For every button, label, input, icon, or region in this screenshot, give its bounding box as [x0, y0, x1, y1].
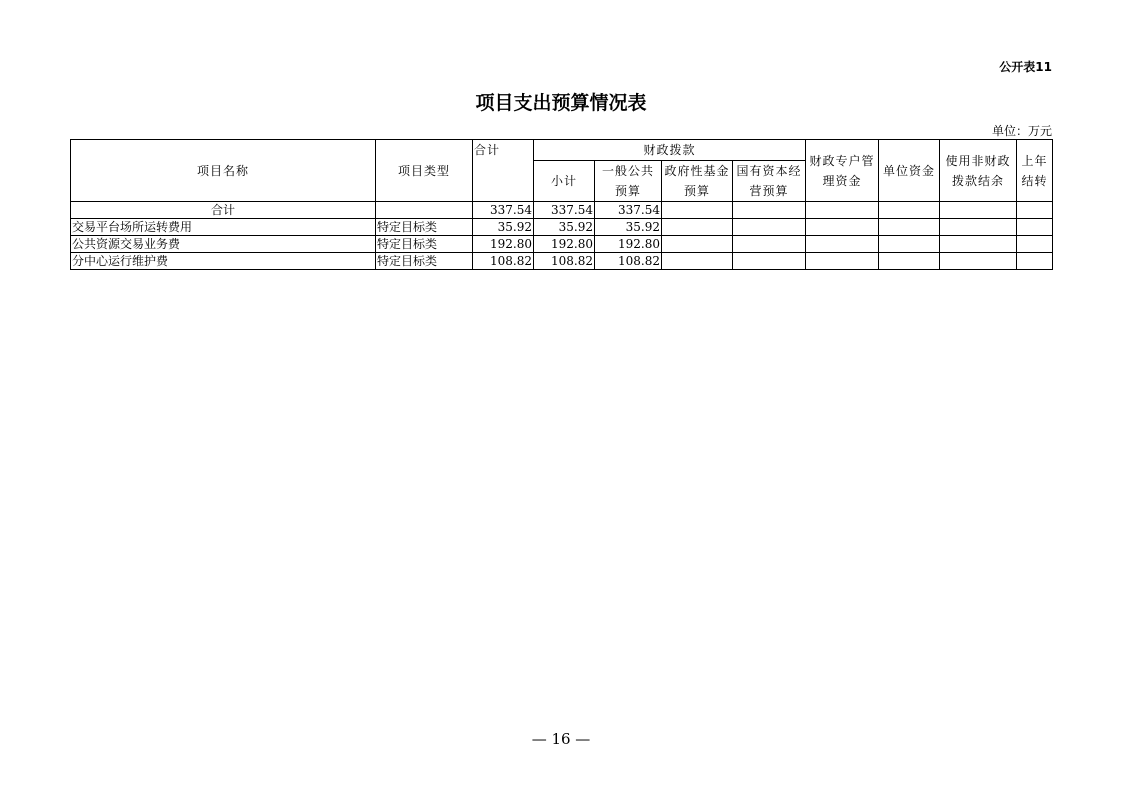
cell-subtotal: 337.54	[534, 202, 595, 219]
cell-non-fiscal	[940, 253, 1017, 270]
cell-subtotal: 35.92	[534, 219, 595, 236]
cell-name: 公共资源交易业务费	[71, 236, 376, 253]
cell-non-fiscal	[940, 202, 1017, 219]
cell-general: 337.54	[595, 202, 662, 219]
cell-state-capital	[733, 202, 806, 219]
cell-unit	[879, 253, 940, 270]
cell-carryover	[1017, 253, 1053, 270]
table-row	[71, 253, 1053, 270]
table-code-label: 公开表11	[999, 60, 1052, 74]
cell-total: 192.80	[473, 236, 534, 253]
cell-subtotal: 192.80	[534, 236, 595, 253]
header-unit-fund: 单位资金	[879, 140, 940, 202]
cell-non-fiscal	[940, 219, 1017, 236]
header-project-type: 项目类型	[376, 140, 473, 202]
project-expenditure-table	[70, 139, 1053, 270]
cell-special	[806, 253, 879, 270]
cell-special	[806, 202, 879, 219]
cell-type: 特定目标类	[376, 219, 473, 236]
cell-subtotal: 108.82	[534, 253, 595, 270]
header-fiscal: 财政拨款	[534, 140, 806, 161]
page-title: 项目支出预算情况表	[475, 92, 647, 114]
cell-general: 192.80	[595, 236, 662, 253]
header-carryover: 上年结转	[1017, 140, 1053, 202]
cell-name: 合计	[71, 202, 376, 219]
header-non-fiscal-balance: 使用非财政拨款结余	[940, 140, 1017, 202]
cell-special	[806, 219, 879, 236]
cell-gov-fund	[662, 236, 733, 253]
cell-unit	[879, 219, 940, 236]
cell-general: 108.82	[595, 253, 662, 270]
page-number: — 16 —	[531, 730, 591, 748]
cell-type: 特定目标类	[376, 253, 473, 270]
cell-general: 35.92	[595, 219, 662, 236]
header-state-capital: 国有资本经营预算	[733, 161, 806, 202]
header-subtotal: 小计	[534, 161, 595, 202]
cell-unit	[879, 202, 940, 219]
cell-gov-fund	[662, 202, 733, 219]
cell-name: 分中心运行维护费	[71, 253, 376, 270]
cell-unit	[879, 236, 940, 253]
header-general-budget: 一般公共预算	[595, 161, 662, 202]
table-row-total	[71, 202, 1053, 219]
unit-label: 单位：万元	[991, 124, 1052, 138]
cell-gov-fund	[662, 219, 733, 236]
cell-total: 337.54	[473, 202, 534, 219]
header-gov-fund: 政府性基金预算	[662, 161, 733, 202]
header-total: 合计	[473, 140, 534, 202]
header-project-name: 项目名称	[71, 140, 376, 202]
cell-gov-fund	[662, 253, 733, 270]
cell-name: 交易平台场所运转费用	[71, 219, 376, 236]
table-row	[71, 219, 1053, 236]
cell-carryover	[1017, 219, 1053, 236]
cell-carryover	[1017, 202, 1053, 219]
cell-total: 108.82	[473, 253, 534, 270]
cell-type	[376, 202, 473, 219]
cell-special	[806, 236, 879, 253]
table-row	[71, 236, 1053, 253]
cell-carryover	[1017, 236, 1053, 253]
cell-state-capital	[733, 219, 806, 236]
cell-type: 特定目标类	[376, 236, 473, 253]
header-row-1	[71, 140, 1053, 161]
cell-non-fiscal	[940, 236, 1017, 253]
cell-total: 35.92	[473, 219, 534, 236]
cell-state-capital	[733, 236, 806, 253]
cell-state-capital	[733, 253, 806, 270]
header-special-fund: 财政专户管理资金	[806, 140, 879, 202]
